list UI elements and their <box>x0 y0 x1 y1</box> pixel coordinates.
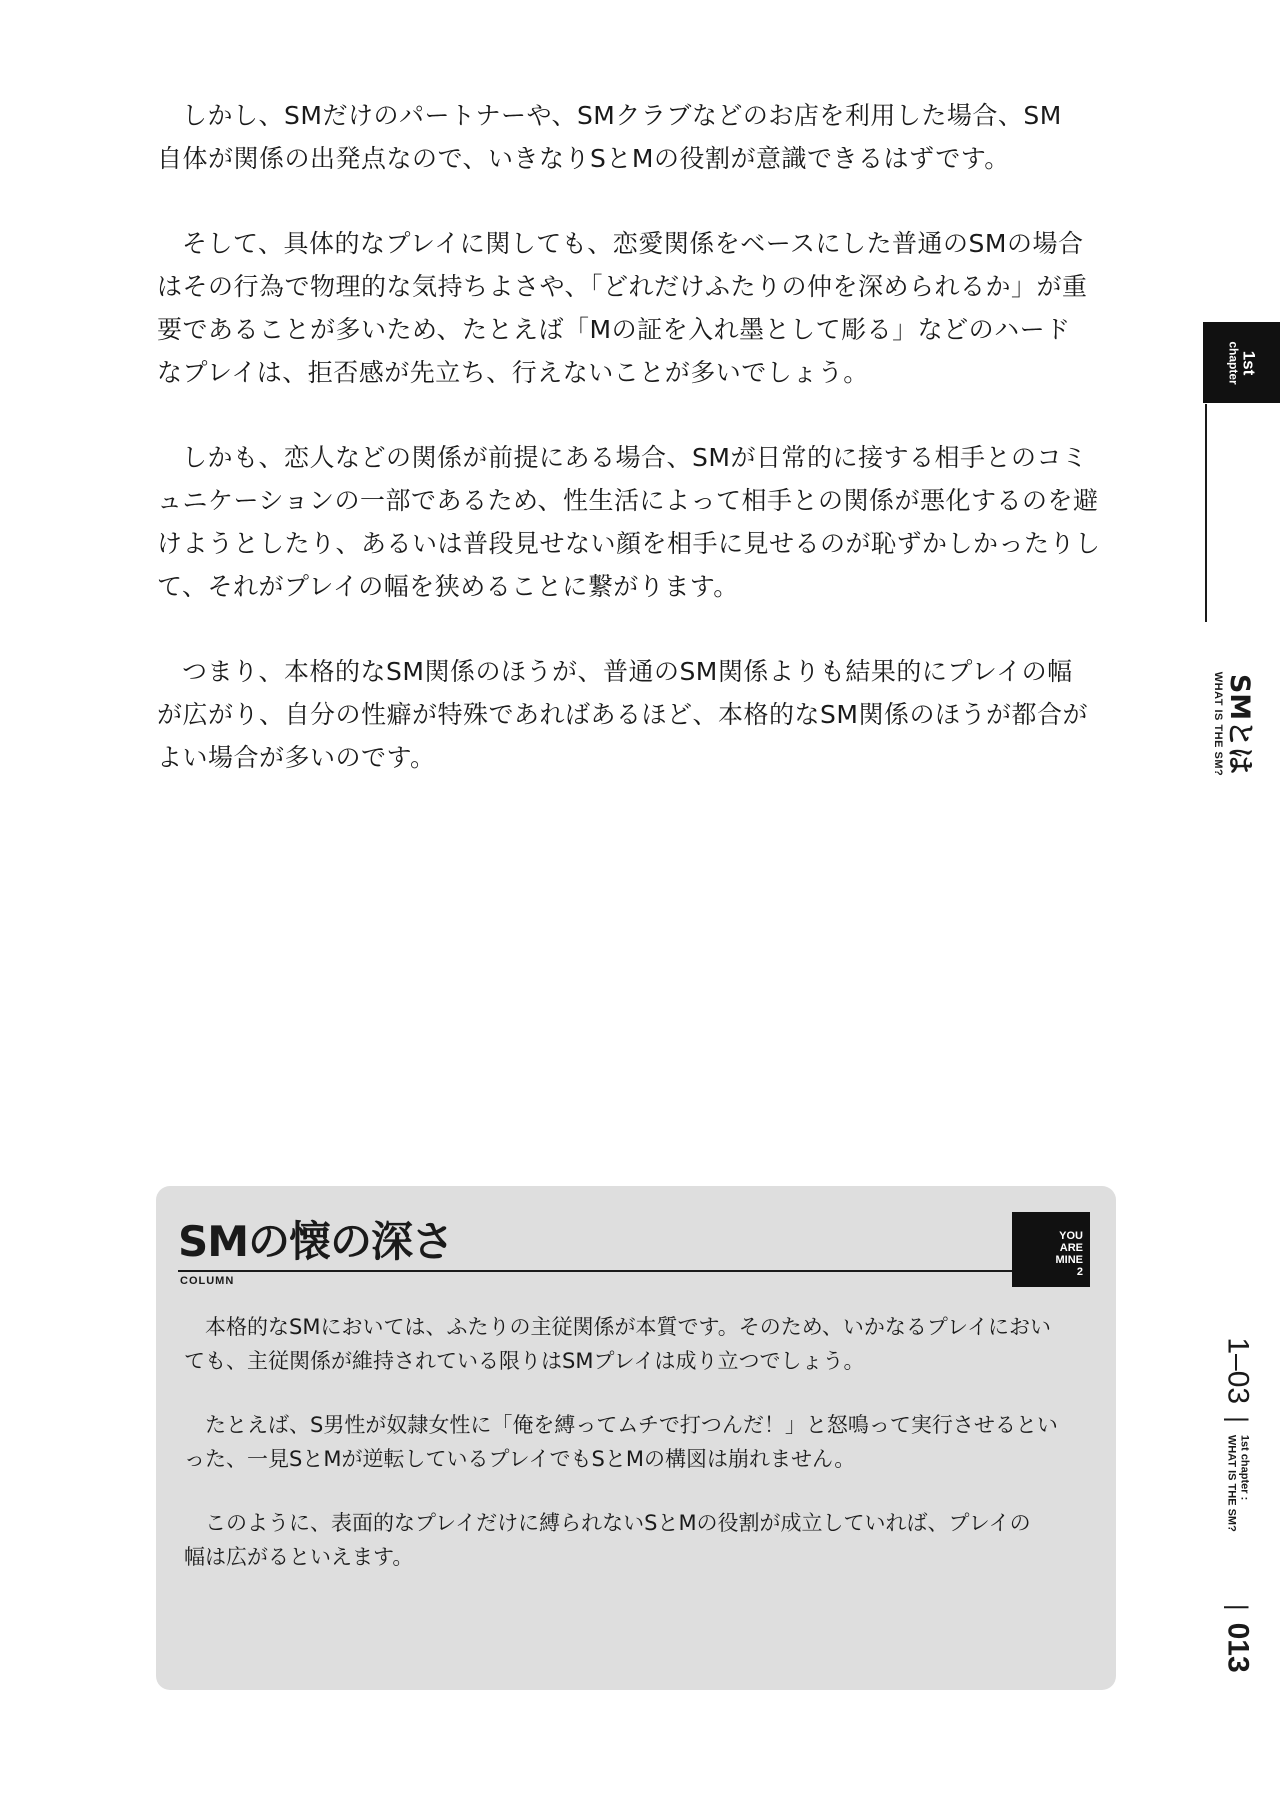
main-body-text <box>157 94 1117 821</box>
body-paragraph: しかし、SMだけのパートナーや、SMクラブなどのお店を利用した場合、SM 自体が関係の出発点なので、いきなりSとMの役割が意識できるはずです。 <box>157 101 1062 173</box>
chapter-subtitle-line: 1st chapter : <box>1239 1434 1251 1501</box>
page-separator: | <box>1223 1603 1254 1611</box>
badge-line: 2 <box>1076 1266 1083 1278</box>
body-paragraph: つまり、本格的なSM関係のほうが、普通のSM関係よりも結果的にプレイの幅 が広がり、自分の性癖が特殊であればあるほど、本格的なSM関係のほうが都合が よい場合が多いのです。 <box>157 657 1088 772</box>
chapter-number: 1st <box>1239 350 1258 375</box>
page-number: 013 <box>1222 1622 1255 1673</box>
chapter-word: chapter <box>1226 340 1240 385</box>
badge-line: YOU <box>1059 1230 1083 1242</box>
body-paragraph: しかも、恋人などの関係が前提にある場合、SMが日常的に接する相手とのコミ ュニケーションの一部であるため、性生活によって相手との関係が悪化するのを避 けようとしたり、あるいは普段見せない顔を相手に見せるのが恥ずかしかったりし て、それがプレイの幅を狭めることに繋がります。 <box>157 443 1101 601</box>
chapter-subtitle <box>1225 1435 1251 1532</box>
column-label: COLUMN <box>180 1275 235 1287</box>
section-number: 1–03 <box>1222 1337 1255 1405</box>
page-footer <box>1223 1337 1254 1672</box>
badge-line: MINE <box>1055 1254 1083 1266</box>
section-separator: | <box>1223 1416 1254 1423</box>
body-paragraph: そして、具体的なプレイに関しても、恋愛関係をベースにした普通のSMの場合 はその行為で物理的な気持ちよさや、「どれだけふたりの仲を深められるか」が重 要であることが多いため、たとえば「Mの証を入れ墨として彫る」などのハード なプレイは、拒否感が先立ち、行えないことが多いでしょう。 <box>157 229 1088 387</box>
column-title-rule <box>178 1270 1032 1272</box>
column-body <box>184 1310 1084 1604</box>
sidebar-divider-line <box>1205 404 1207 622</box>
column-paragraph: たとえば、S男性が奴隷女性に「俺を縛ってムチで打つんだ！」と怒鳴って実行させるとい った、一見SとMが逆転しているプレイでもSとMの構図は崩れません。 <box>184 1413 1058 1471</box>
section-title-en: WHAT IS THE SM? <box>1212 671 1224 777</box>
you-are-mine-badge <box>1012 1212 1090 1287</box>
chapter-subtitle-line: WHAT IS THE SM? <box>1226 1434 1238 1532</box>
column-title: SMの懐の深さ <box>178 1217 454 1266</box>
chapter-tab <box>1203 322 1280 403</box>
section-title-jp: SMとは <box>1224 673 1255 775</box>
column-paragraph: 本格的なSMにおいては、ふたりの主従関係が本質です。そのため、いかなるプレイにおい ても、主従関係が維持されている限りはSMプレイは成り立つでしょう。 <box>184 1315 1052 1373</box>
section-title <box>1212 672 1254 776</box>
badge-line: ARE <box>1059 1242 1083 1254</box>
column-box <box>156 1186 1116 1690</box>
column-paragraph: このように、表面的なプレイだけに縛られないSとMの役割が成立していれば、プレイの 幅は広がるといえます。 <box>184 1511 1031 1569</box>
